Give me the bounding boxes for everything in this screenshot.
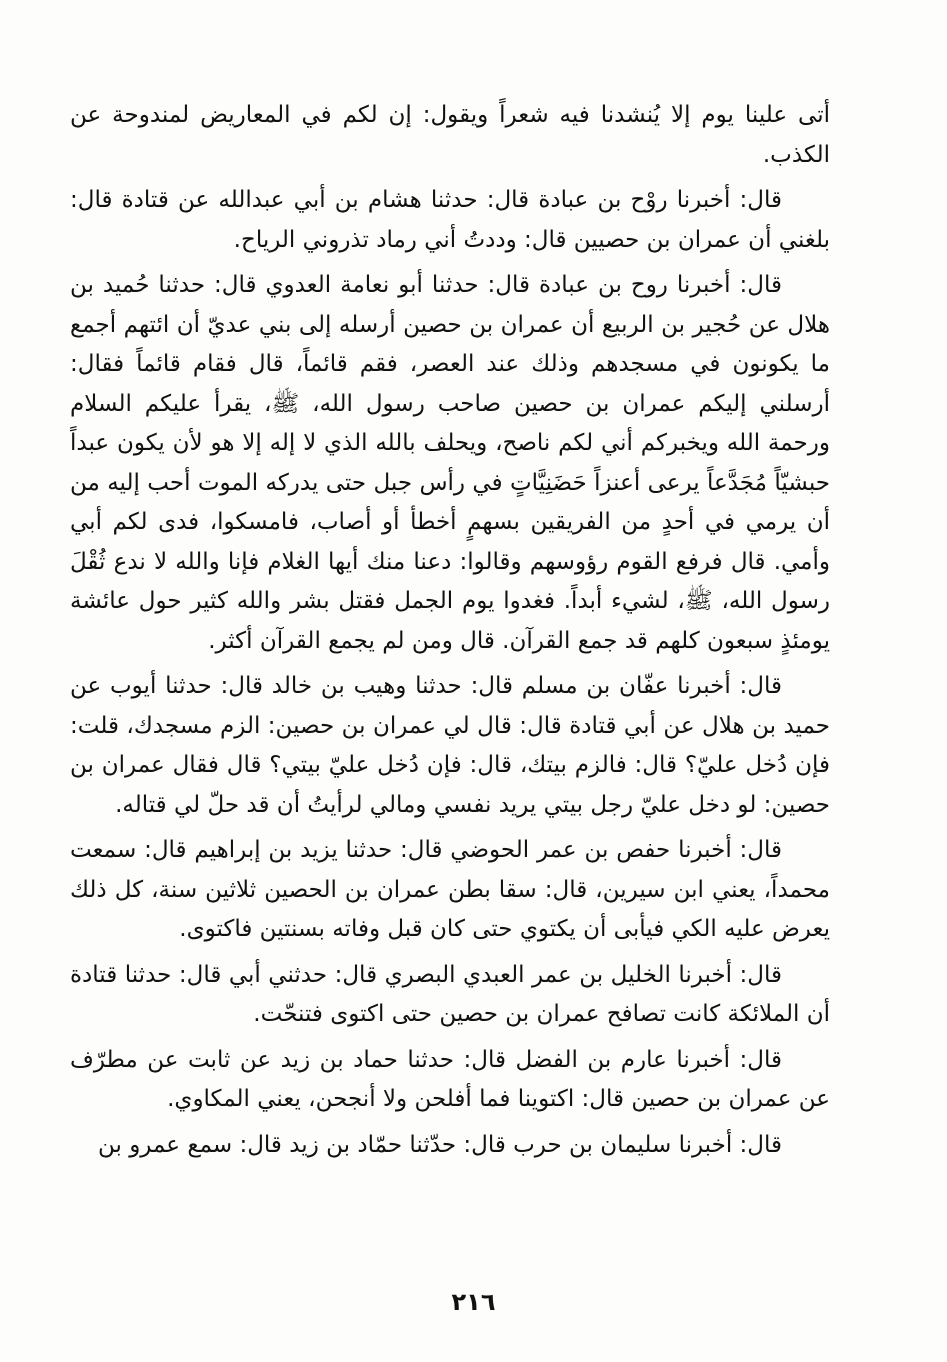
paragraph-6: قال: أخبرنا الخليل بن عمر العبدي البصري قال: حدثني أبي قال: حدثنا قتادة أن الملائكة كانت تصافح عمران بن حصين حتى اكتوى فتنحّت.	[70, 961, 830, 1027]
paragraph-5: قال: أخبرنا حفص بن عمر الحوضي قال: حدثنا يزيد بن إبراهيم قال: سمعت محمداً، يعني ابن سيرين، قال: سقا بطن عمران بن الحصين ثلاثين سنة، كل ذلك يعرض عليه الكي فيأبى أن يكتوي حتى كان قبل وفاته بسنتين فاكتوى.	[70, 837, 830, 942]
paragraph-7: قال: أخبرنا عارم بن الفضل قال: حدثنا حماد بن زيد عن ثابت عن مطرّف عن عمران بن حصين قال: اكتوينا فما أفلحن ولا أنجحن، يعني المكاوي.	[70, 1046, 830, 1112]
page-number: ٢١٦	[451, 1288, 496, 1316]
paragraph-8: قال: أخبرنا سليمان بن حرب قال: حدّثنا حمّاد بن زيد قال: سمع عمرو بن	[97, 1131, 782, 1158]
paragraph-2: قال: أخبرنا روْح بن عبادة قال: حدثنا هشام بن أبي عبدالله عن قتادة قال: بلغني أن عمران بن حصيين قال: وددتُ أني رماد تذروني الرياح.	[70, 187, 830, 253]
page-body-text	[70, 96, 830, 1171]
paragraph-3: قال: أخبرنا روح بن عبادة قال: حدثنا أبو نعامة العدوي قال: حدثنا حُميد بن هلال عن حُجير بن الربيع أن عمران بن حصين أرسله إلى بني عديّ أن ائتهم أجمع ما يكونون في مسجدهم وذلك عند العصر، فقم قائماً، قال فقام قائماً فقال: أرسلني إليكم عمران بن حصين صاحب رسول الله، ﷺ، يقرأ عليكم السلام ورحمة الله ويخبركم أني لكم ناصح، ويحلف بالله الذي لا إله إلا هو لأن يكون عبداً حبشيّاً مُجَدَّعاً يرعى أعنزاً حَضَنِيَّاتٍ في رأس جبل حتى يدركه الموت أحب إليه من أن يرمي في أحدٍ من الفريقين بسهمٍ أخطأ أو أصاب، فامسكوا، فدى لكم أبي وأمي. قال فرفع القوم رؤوسهم وقالوا: دعنا منك أيها الغلام فإنا والله لا ندع ثُقْلَ رسول الله، ﷺ، لشيء أبداً. فغدوا يوم الجمل فقتل بشر والله كثير حول عائشة يومئذٍ سبعون كلهم قد جمع القرآن. قال ومن لم يجمع القرآن أكثر.	[70, 272, 830, 654]
paragraph-4: قال: أخبرنا عفّان بن مسلم قال: حدثنا وهيب بن خالد قال: حدثنا أيوب عن حميد بن هلال عن أبي قتادة قال: قال لي عمران بن حصين: الزم مسجدك، قلت: فإن دُخل عليّ؟ قال: فالزم بيتك، قال: فإن دُخل عليّ بيتي؟ قال فقال عمران بن حصين: لو دخل عليّ رجل بيتي يريد نفسي ومالي لرأيتُ أن قد حلّ لي قتاله.	[70, 673, 830, 818]
paragraph-1: أتى علينا يوم إلا يُنشدنا فيه شعراً ويقول: إن لكم في المعاريض لمندوحة عن الكذب.	[70, 102, 830, 168]
